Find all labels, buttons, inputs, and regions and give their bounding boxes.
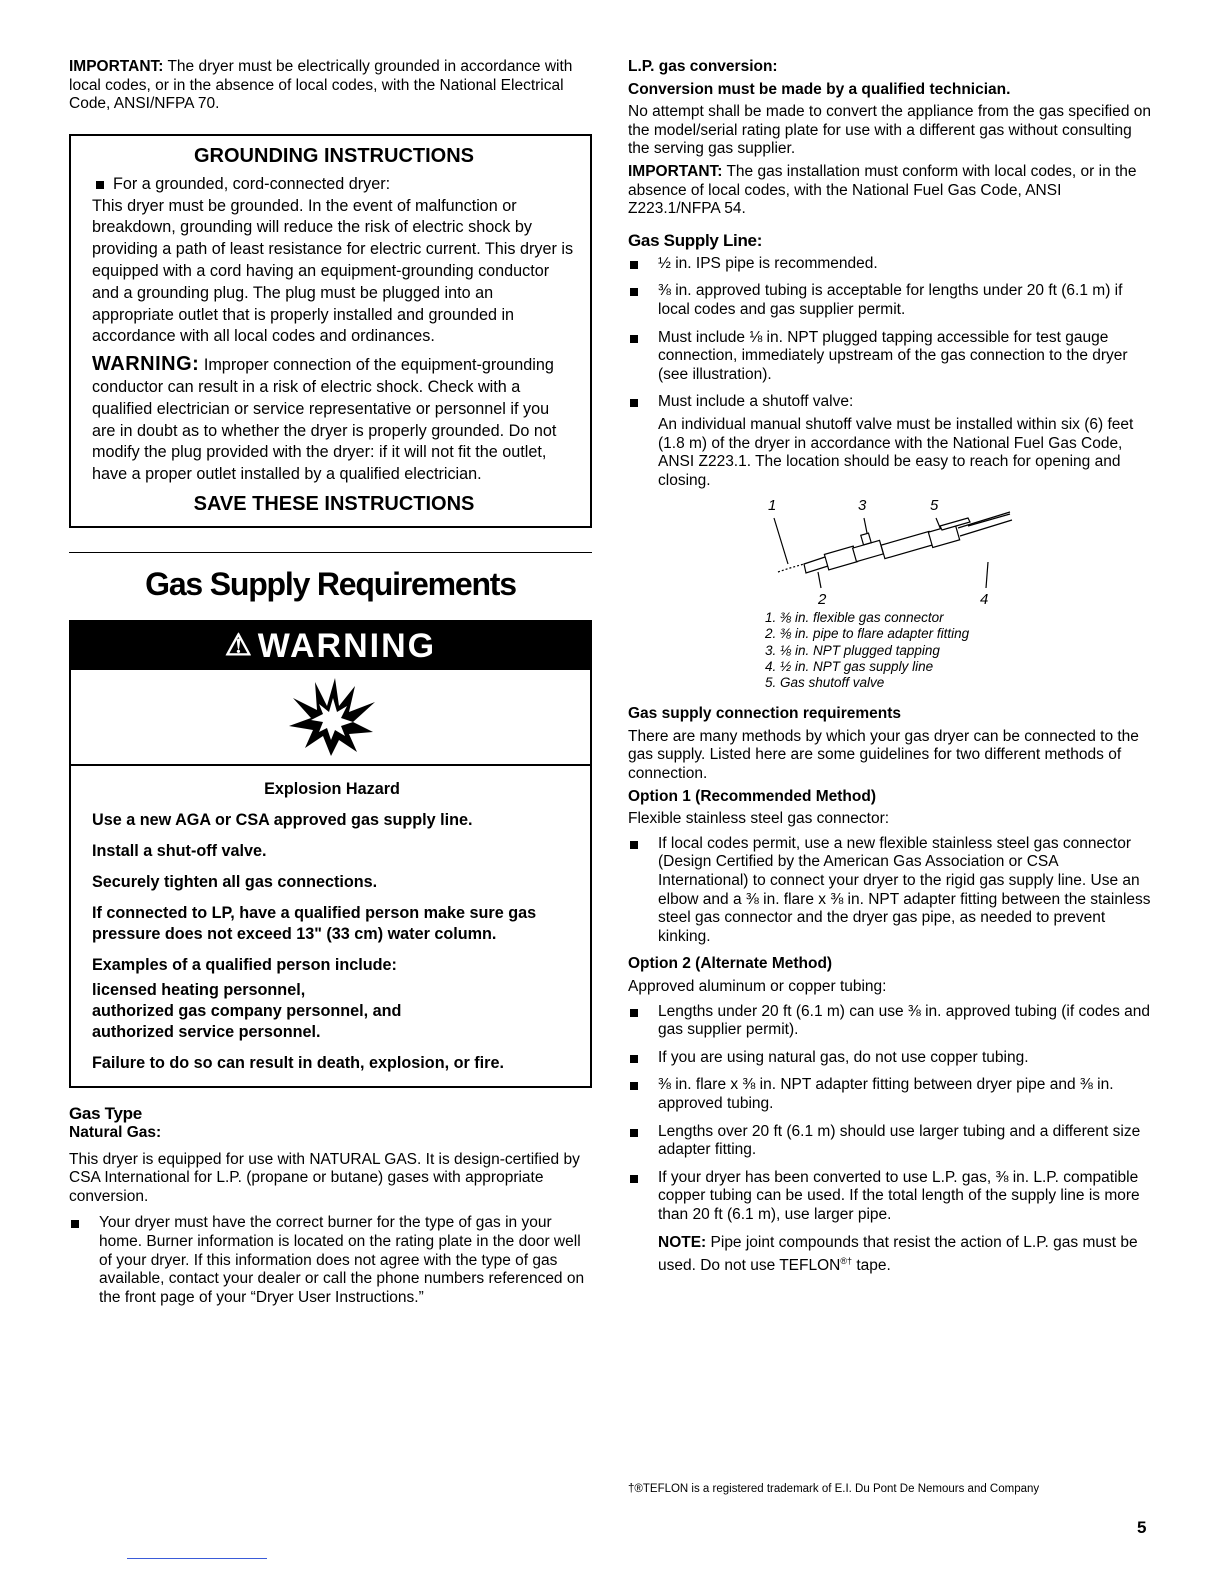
option2-heading: Option 2 (Alternate Method) xyxy=(628,955,833,973)
warning-line: Securely tighten all gas connections. xyxy=(92,872,378,891)
diagram-label-1: 1 xyxy=(768,498,777,515)
diagram-label-4: 4 xyxy=(980,591,989,607)
section-title: Gas Supply Requirements xyxy=(145,565,516,602)
hazard-title: Explosion Hazard xyxy=(264,779,400,798)
shutoff-valve-detail: An individual manual shutoff valve must be installed within six (6) feet (1.8 m) of the dryer in accordance with the National Fuel Gas Code, ANSI Z223.1. The location should be easy to reach for opening and closing. xyxy=(658,415,1134,489)
lp-conversion-text: No attempt shall be made to convert the appliance from the gas specified on the model/serial rating plate for use with a different gas without consulting the serving gas supplier. xyxy=(628,103,1151,158)
natural-gas-subheading: Natural Gas: xyxy=(69,1123,162,1141)
bullet-square-icon xyxy=(630,1129,638,1137)
warning-line: Use a new AGA or CSA approved gas supply line. xyxy=(92,810,473,829)
bullet-square-icon xyxy=(630,1055,638,1063)
bullet-square-icon xyxy=(630,288,638,296)
gas-pipe-illustration xyxy=(628,498,1151,606)
connection-requirements-heading: Gas supply connection requirements xyxy=(628,705,902,723)
grounding-important-note: IMPORTANT: The dryer must be electrically grounded in accordance with local codes, or in the absence of local codes, with the National Electrical Code, ANSI/NFPA 70. xyxy=(69,58,573,113)
left-column xyxy=(69,58,592,1316)
natural-gas-text: This dryer is equipped for use with NATURAL GAS. It is design-certified by CSA International for L.P. (propane or butane) gases with appropriate conversion. xyxy=(69,1150,580,1205)
warning-line: authorized gas company personnel, and xyxy=(92,1001,402,1020)
warning-line: Examples of a qualified person include: xyxy=(92,955,397,974)
supply-line-heading: Gas Supply Line: xyxy=(628,230,763,250)
bullet-square-icon xyxy=(71,1220,79,1228)
right-column xyxy=(628,58,1151,1276)
bullet-square-icon xyxy=(630,1009,638,1017)
bullet-square-icon xyxy=(630,335,638,343)
page-number: 5 xyxy=(1137,1518,1147,1537)
gas-type-heading: Gas Type xyxy=(69,1103,142,1123)
list-item: If local codes permit, use a new flexible stainless steel gas connector (Design Certified by the American Gas Association or CSA International) to connect your dryer to the rigid gas supply line. Use an elbow and a ⅜ in. flare x ⅜ in. NPT adapter fitting between the stainless steel gas connector and the dryer gas pipe, as needed to prevent kinking. xyxy=(628,835,1151,947)
diagram-label-2: 2 xyxy=(818,591,827,607)
gas-connection-diagram xyxy=(628,498,1151,606)
bullet-square-icon xyxy=(96,181,104,189)
list-item: Your dryer must have the correct burner for the type of gas in your home. Burner information is located on the rating plate in the door well of your dryer. If this information does not agree with the type of gas available, contact your dealer or call the phone numbers referenced on the front page of your “Dryer User Instructions.” xyxy=(69,1214,592,1307)
grounding-warning: WARNING: Improper connection of the equipment-grounding conductor can result in a risk of electric shock. Check with a qualified electrician or service representative or personnel if you are in doubt as to whether the dryer is properly grounded. Do not modify the plug provided with the dryer: if it will not fit the outlet, have a proper outlet installed by a qualified electrician. xyxy=(92,353,557,484)
legend-item: 3. ⅛ in. NPT plugged tapping xyxy=(765,642,940,658)
bullet-square-icon xyxy=(630,399,638,407)
lp-conversion-heading: L.P. gas conversion: xyxy=(628,58,778,75)
bullet-square-icon xyxy=(630,1082,638,1090)
warning-line: If connected to LP, have a qualified person make sure gas pressure does not exceed 13" (33 cm) water column. xyxy=(92,903,537,943)
list-item: Lengths under 20 ft (6.1 m) can use ⅜ in. approved tubing (if codes and gas supplier permit). xyxy=(628,1003,1151,1040)
legend-item: 4. ½ in. NPT gas supply line xyxy=(765,658,934,674)
grounding-instructions-box xyxy=(69,134,592,528)
explosion-icon xyxy=(283,676,379,758)
grounding-body: This dryer must be grounded. In the event of malfunction or breakdown, grounding will reduce the risk of electric shock by providing a path of least resistance for electric current. This dryer is equipped with a cord having an equipment-grounding conductor and a grounding plug. The plug must be plugged into an appropriate outlet that is properly installed and grounded in accordance with all local codes and ordinances. xyxy=(92,196,574,346)
bullet-square-icon xyxy=(630,1175,638,1183)
warning-line: authorized service personnel. xyxy=(92,1022,321,1041)
legend-item: 2. ⅜ in. pipe to flare adapter fitting xyxy=(765,626,970,642)
option1-heading: Option 1 (Recommended Method) xyxy=(628,787,876,805)
diagram-legend xyxy=(765,610,1151,691)
teflon-note: NOTE: Pipe joint compounds that resist the action of L.P. gas must be used. Do not use TEFLON®† tape. xyxy=(658,1233,1138,1275)
list-item: ½ in. IPS pipe is recommended. xyxy=(628,255,1151,274)
list-item: ⅜ in. approved tubing is acceptable for lengths under 20 ft (6.1 m) if local codes and gas supplier permit. xyxy=(628,282,1151,319)
list-item: Must include ⅛ in. NPT plugged tapping accessible for test gauge connection, immediately upstream of the gas connection to the dryer (see illustration). xyxy=(628,329,1151,385)
connection-requirements-text: There are many methods by which your gas dryer can be connected to the gas supply. Listed here are some guidelines for two different methods of connection. xyxy=(628,727,1139,783)
warning-triangle-icon: ⚠ xyxy=(224,628,254,662)
list-item: ⅜ in. flare x ⅜ in. NPT adapter fitting between dryer pipe and ⅜ in. approved tubing. xyxy=(628,1076,1151,1113)
trademark-footnote: †®TEFLON is a registered trademark of E.I. Du Pont De Nemours and Company xyxy=(628,1483,1040,1495)
legend-item: 5. Gas shutoff valve xyxy=(765,675,885,691)
diagram-label-3: 3 xyxy=(858,498,867,515)
warning-line: Install a shut-off valve. xyxy=(92,841,267,860)
list-item: Must include a shutoff valve: xyxy=(628,393,1151,412)
save-instructions: SAVE THESE INSTRUCTIONS xyxy=(193,492,475,515)
diagram-label-5: 5 xyxy=(930,498,939,515)
bullet-square-icon xyxy=(630,261,638,269)
gas-important-note: IMPORTANT: The gas installation must conform with local codes, or in the absence of local codes, with the National Fuel Gas Code, ANSI Z223.1/NFPA 54. xyxy=(628,162,1137,218)
explosion-warning-box xyxy=(69,620,592,1088)
legend-item: 1. ⅜ in. flexible gas connector xyxy=(765,610,944,626)
list-item: Lengths over 20 ft (6.1 m) should use larger tubing and a different size adapter fitting. xyxy=(628,1123,1151,1160)
warning-banner: ⚠ WARNING xyxy=(71,622,590,670)
section-divider xyxy=(69,552,592,553)
list-item: If you are using natural gas, do not use copper tubing. xyxy=(628,1049,1151,1068)
bullet-square-icon xyxy=(630,841,638,849)
bottom-link-line xyxy=(127,1558,267,1559)
grounding-bullet: For a grounded, cord-connected dryer: xyxy=(92,174,576,196)
grounding-heading: GROUNDING INSTRUCTIONS xyxy=(194,144,474,167)
list-item: If your dryer has been converted to use L.P. gas, ⅜ in. L.P. compatible copper tubing can be used. If the total length of the supply line is more than 20 ft (6.1 m), use larger pipe. xyxy=(628,1169,1151,1225)
warning-line: Failure to do so can result in death, explosion, or fire. xyxy=(92,1053,504,1072)
lp-conversion-bold: Conversion must be made by a qualified technician. xyxy=(628,80,1011,98)
warning-line: licensed heating personnel, xyxy=(92,980,306,999)
option1-subheading: Flexible stainless steel gas connector: xyxy=(628,810,890,828)
option2-subheading: Approved aluminum or copper tubing: xyxy=(628,978,887,996)
